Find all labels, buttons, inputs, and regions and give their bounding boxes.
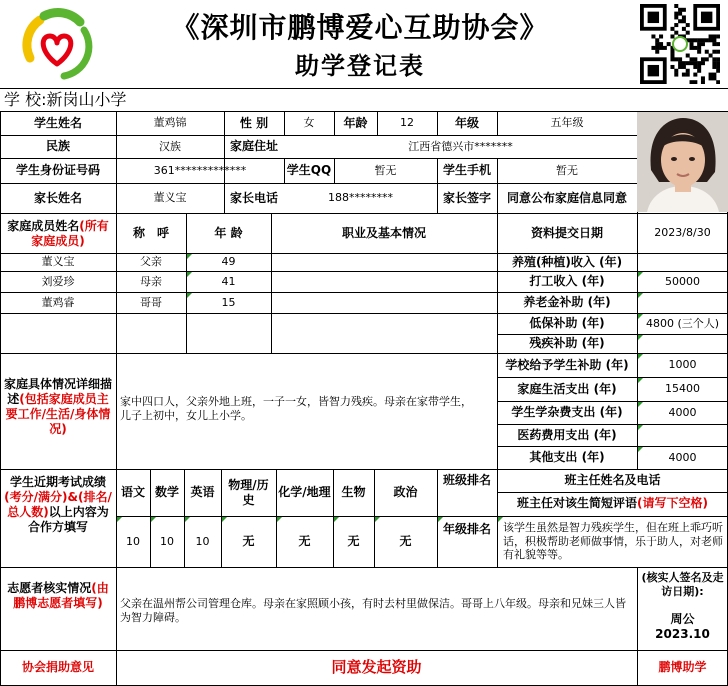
address-label: 家庭住址 — [229, 139, 278, 153]
family-members-note: (所有家庭成员) — [31, 219, 109, 248]
subject-header: 化学/地理 — [278, 485, 331, 499]
finance-value: 4000 — [668, 450, 697, 464]
qr-code-icon — [640, 4, 720, 84]
finance-label: 学校给予学生补助 (年) — [505, 357, 629, 372]
situation-note: (包括家庭成员主要工作/生活/身体情况) — [5, 392, 111, 436]
family-age-header: 年 龄 — [214, 225, 243, 240]
address-value: 江西省德兴市******* — [408, 139, 513, 153]
grid-line — [497, 424, 728, 425]
verifier-sign-label: (核实人签名及走访日期): — [641, 571, 724, 598]
parent-phone-label: 家长电话 — [229, 190, 278, 205]
table-cell — [0, 469, 116, 567]
student-qq-value: 暂无 — [374, 163, 397, 177]
teacher-comment-text: 该学生虽然是智力残疾学生，但在班上乖巧听话，积极帮助老师做事情，乐于助人，对老师有礼貌等等。 — [503, 520, 723, 562]
grid-line — [497, 401, 728, 402]
cell-marker-icon — [185, 517, 190, 522]
parent-sign-label: 家长签字 — [442, 190, 491, 205]
job-header: 职业及基本情况 — [341, 225, 426, 240]
finance-value: 15400 — [665, 382, 700, 396]
teacher-comment-label: 班主任对该生简短评语 — [517, 496, 638, 510]
teacher-label: 班主任姓名及电话 — [564, 473, 661, 487]
family-members-label: 家庭成员姓名 — [7, 219, 80, 233]
subject-header: 生物 — [341, 485, 366, 499]
finance-value — [637, 253, 728, 271]
family-member-relation: 父亲 — [140, 255, 162, 269]
cell-marker-icon — [151, 517, 156, 522]
form-header — [0, 0, 728, 88]
finance-value: 50000 — [665, 274, 700, 288]
cell-marker-icon — [375, 517, 380, 522]
student-photo — [637, 112, 728, 212]
grade-label: 年级 — [454, 115, 479, 130]
situation-label: 家庭具体情况详细描述 — [3, 377, 112, 406]
exam-note: (考分/满分)&(排名/总人数) — [4, 490, 112, 519]
form-title: 《深圳市鹏博爱心互助协会》 — [171, 11, 549, 44]
subject-score: 10 — [195, 534, 210, 548]
student-qq-label: 学生QQ — [286, 163, 332, 177]
cell-marker-icon — [638, 425, 643, 430]
exam-label: 学生近期考试成绩 — [9, 475, 106, 489]
cell-marker-icon — [638, 354, 643, 359]
volunteer-label: 志愿者核实情况 — [7, 581, 92, 595]
finance-label: 其他支出 (年) — [529, 450, 605, 464]
subject-score: 无 — [298, 534, 311, 548]
cell-marker-icon — [117, 517, 122, 522]
student-phone-label: 学生手机 — [442, 163, 491, 177]
finance-value: 1000 — [668, 358, 697, 372]
grid-line — [0, 88, 728, 89]
volunteer-text: 父亲在温州帮公司管理仓库。母亲在家照顾小孩，有时去村里做保洁。哥哥上八年级。母亲和兄妹三人皆为智力障碍。 — [120, 597, 626, 624]
brand-label: 鹏博助学 — [658, 660, 707, 674]
finance-label: 打工收入 (年) — [529, 274, 605, 288]
subject-score: 无 — [242, 534, 255, 548]
finance-value — [637, 334, 728, 353]
cell-marker-icon — [638, 314, 643, 319]
exam-partner-note: 以上内容为合作方填写 — [27, 505, 109, 534]
subject-header: 语文 — [120, 485, 145, 499]
subject-header: 数学 — [154, 485, 179, 499]
finance-value — [637, 292, 728, 313]
family-member-name: 董义宝 — [41, 255, 75, 269]
finance-value — [637, 424, 728, 446]
gender-value: 女 — [303, 116, 315, 130]
cell-marker-icon — [187, 272, 192, 277]
finance-label: 学生学杂费支出 (年) — [511, 405, 623, 419]
subject-header: 物理/历史 — [228, 477, 269, 507]
subject-score: 无 — [399, 534, 412, 548]
family-member-relation: 哥哥 — [140, 295, 162, 309]
situation-text: 家中四口人，父亲外地上班，一子一女，皆智力残疾。母亲在家带学生，儿子上初中，女儿上小学。 — [120, 395, 472, 422]
grid-line — [497, 353, 498, 469]
subject-header: 政治 — [393, 485, 418, 499]
cell-marker-icon — [638, 293, 643, 298]
cell-marker-icon — [638, 272, 643, 277]
gender-label: 性 别 — [239, 115, 269, 130]
finance-label: 医药费用支出 (年) — [517, 427, 617, 442]
subject-header: 英语 — [190, 485, 215, 499]
parent-name-label: 家长姓名 — [33, 190, 82, 205]
form-subtitle: 助学登记表 — [295, 51, 425, 80]
grade-value: 五年级 — [550, 116, 584, 130]
student-name-label: 学生姓名 — [33, 115, 82, 130]
finance-label: 养老金补助 (年) — [523, 295, 611, 309]
finance-value: 4000 — [668, 405, 697, 419]
parent-phone-value: 188******** — [328, 191, 393, 205]
submit-date-value: 2023/8/30 — [654, 226, 711, 240]
age-label: 年龄 — [343, 115, 368, 130]
grid-line — [497, 377, 728, 378]
family-member-relation: 母亲 — [140, 274, 162, 288]
finance-label: 残疾补助 (年) — [529, 336, 605, 350]
school-name: 学 校:新岗山小学 — [4, 90, 127, 109]
donation-decision: 同意发起资助 — [331, 658, 422, 677]
subject-score: 10 — [126, 534, 140, 548]
cell-marker-icon — [277, 517, 282, 522]
family-member-age: 41 — [221, 274, 236, 288]
cell-marker-icon — [187, 293, 192, 298]
consent-label: 同意公布家庭信息同意 — [506, 190, 627, 205]
ethnicity-label: 民族 — [45, 139, 70, 153]
student-id-value: 361************* — [153, 163, 247, 177]
volunteer-note: (由鹏博志愿者填写) — [13, 581, 109, 610]
class-rank-label: 班级排名 — [442, 473, 491, 487]
cell-marker-icon — [334, 517, 339, 522]
ethnicity-value: 汉族 — [159, 139, 181, 153]
grade-rank-label: 年级排名 — [442, 522, 491, 536]
table-cell — [0, 353, 116, 469]
teacher-comment-note: (请写下空格) — [637, 496, 708, 510]
cell-marker-icon — [638, 402, 643, 407]
association-logo-icon — [18, 6, 96, 84]
finance-label: 养殖(种植)收入 (年) — [511, 254, 623, 269]
donation-opinion-label: 协会捐助意见 — [21, 660, 94, 674]
student-name-value: 董鸡锦 — [153, 116, 187, 130]
parent-name-value: 董义宝 — [153, 191, 187, 205]
verifier-sign-value: 周公 2023.10 — [655, 611, 710, 641]
family-member-name: 刘爱珍 — [41, 274, 75, 288]
table-cell — [0, 567, 116, 650]
cell-marker-icon — [498, 517, 503, 522]
cell-marker-icon — [187, 254, 192, 259]
student-phone-value: 暂无 — [556, 163, 578, 177]
subject-score: 10 — [160, 534, 174, 548]
submit-date-label: 资料提交日期 — [530, 225, 603, 240]
age-value: 12 — [400, 116, 414, 130]
table-cell — [497, 492, 728, 516]
family-member-age: 15 — [221, 295, 236, 309]
finance-label: 家庭生活支出 (年) — [517, 381, 617, 396]
cell-marker-icon — [638, 447, 643, 452]
relation-header: 称 呼 — [132, 225, 169, 240]
student-id-label: 学生身份证号码 — [15, 163, 100, 177]
cell-marker-icon — [438, 517, 443, 522]
table-cell — [0, 213, 116, 253]
finance-value: 4800 (三个人) — [645, 316, 720, 330]
grid-line — [497, 446, 728, 447]
cell-marker-icon — [638, 335, 643, 340]
finance-label: 低保补助 (年) — [529, 316, 605, 330]
cell-marker-icon — [222, 517, 227, 522]
cell-marker-icon — [638, 378, 643, 383]
family-member-name: 董鸡睿 — [41, 295, 75, 309]
family-member-age: 49 — [221, 255, 236, 269]
subject-score: 无 — [347, 534, 360, 548]
